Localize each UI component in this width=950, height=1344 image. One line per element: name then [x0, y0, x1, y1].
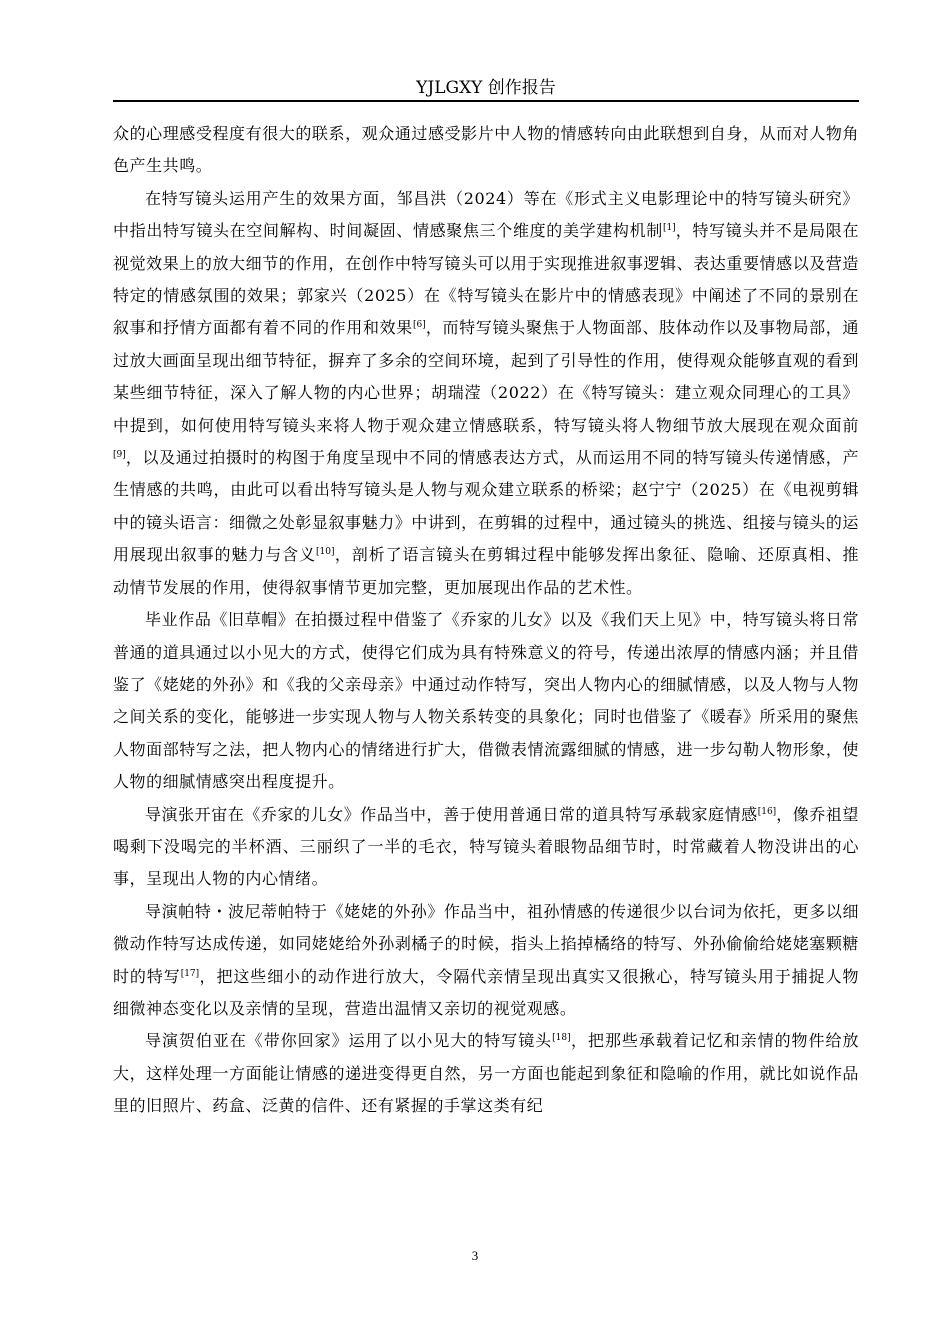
text-run: 在特写镜头运用产生的效果方面，邹昌洪（2024）等在《形式主义电影理论中的特写镜头研究》中指出特写镜头在空间解构、时间凝固、情感聚焦三个维度的美学建构机制 [113, 188, 859, 241]
text-run: 导演贺伯亚在《带你回家》运用了以小见大的特写镜头 [145, 1031, 553, 1051]
paragraph [113, 799, 859, 896]
paragraph [113, 896, 859, 1026]
citation-marker: [17] [180, 968, 200, 979]
text-run: 众的心理感受程度有很大的联系，观众通过感受影片中人物的情感转向由此联想到自身，从而对人物角色产生共鸣。 [113, 124, 859, 176]
text-run: 毕业作品《旧草帽》在拍摄过程中借鉴了《乔家的儿女》以及《我们天上见》中，特写镜头将日常普通的道具通过以小见大的方式，使得它们成为具有特殊意义的符号，传递出浓厚的情感内涵；并且借鉴了《姥姥的外孙》和《我的父亲母亲》中通过动作特写，突出人物内心的细腻情感，以及人物与人物之间关系的变化，能够进一步实现人物与人物关系转变的具象化；同时也借鉴了《暖春》所采用的聚焦人物面部特写之法，把人物内心的情绪进行扩大，借微表情流露细腻的情感，进一步勾勒人物形象，使人物的细腻情感突出程度提升。 [113, 610, 859, 792]
citation-marker: [1] [662, 223, 676, 234]
text-run: ，剖析了语言镜头在剪辑过程中能够发挥出象征、隐喻、还原真相、推动情节发展的作用，使得叙事情节更加完整，更加展现出作品的艺术性。 [113, 545, 859, 597]
paragraph [113, 183, 859, 604]
text-run: ，特写镜头并不是局限在视觉效果上的放大细节的作用，在创作中特写镜头可以用于实现推进叙事逻辑、表达重要情感以及营造特定的情感氛围的效果；郭家兴（2025）在《特写镜头在影片中的情感表现》中阐述了不同的景别在叙事和抒情方面都有着不同的作用和效果 [113, 221, 859, 338]
paragraph [113, 118, 859, 183]
text-run: ，像乔祖望喝剩下没喝完的半杯酒、三丽织了一半的毛衣，特写镜头着眼物品细节时，时常藏着人物没讲出的心事，呈现出人物的内心情绪。 [113, 804, 859, 889]
text-run: ，把这些细小的动作进行放大，令隔代亲情呈现出真实又很揪心，特写镜头用于捕捉人物细微神态变化以及亲情的呈现，营造出温情又亲切的视觉观感。 [113, 966, 860, 1018]
citation-marker: [9] [113, 450, 126, 461]
running-header: YJLGXY 创作报告 [416, 78, 556, 98]
page-number: 3 [471, 1248, 479, 1263]
citation-marker: [16] [757, 806, 777, 817]
body-text [113, 118, 859, 1123]
citation-marker: [6] [412, 320, 426, 331]
text-run: 导演张开宙在《乔家的儿女》作品当中，善于使用普通日常的道具特写承载家庭情感 [145, 804, 758, 824]
header-rule [113, 100, 859, 102]
citation-marker: [18] [552, 1033, 571, 1044]
citation-marker: [10] [316, 547, 335, 558]
text-run: ，把那些承载着记忆和亲情的物件给放大，这样处理一方面能让情感的递进变得更自然，另一方面也能起到象征和隐喻的作用，就比如说作品里的旧照片、药盒、泛黄的信件、还有紧握的手掌这类有纪 [113, 1031, 859, 1116]
paragraph [113, 604, 859, 798]
text-run: ，而特写镜头聚焦于人物面部、肢体动作以及事物局部，通过放大画面呈现出细节特征，摒弃了多余的空间环境，起到了引导性的作用，使得观众能够直观的看到某些细节特征，深入了解人物的内心世界；胡瑞滢（2022）在《特写镜头：建立观众同理心的工具》中提到，如何使用特写镜头来将人物于观众建立情感联系，特写镜头将人物细节放大展现在观众面前 [113, 318, 859, 435]
paragraph [113, 1025, 859, 1122]
text-run: ，以及通过拍摄时的构图于角度呈现中不同的情感表达方式，从而运用不同的特写镜头传递情感，产生情感的共鸣，由此可以看出特写镜头是人物与观众建立联系的桥梁；赵宁宁（2025）在《电视剪辑中的镜头语言：细微之处彰显叙事魅力》中讲到，在剪辑的过程中，通过镜头的挑选、组接与镜头的运用展现出叙事的魅力与含义 [113, 448, 859, 565]
text-run: 导演帕特・波尼蒂帕特于《姥姥的外孙》作品当中，祖孙情感的传递很少以台词为依托，更多以细微动作特写达成传递，如同姥姥给外孙剥橘子的时候，指头上掐掉橘络的特写、外孙偷偷给姥姥塞颗糖时的特写 [113, 901, 859, 986]
